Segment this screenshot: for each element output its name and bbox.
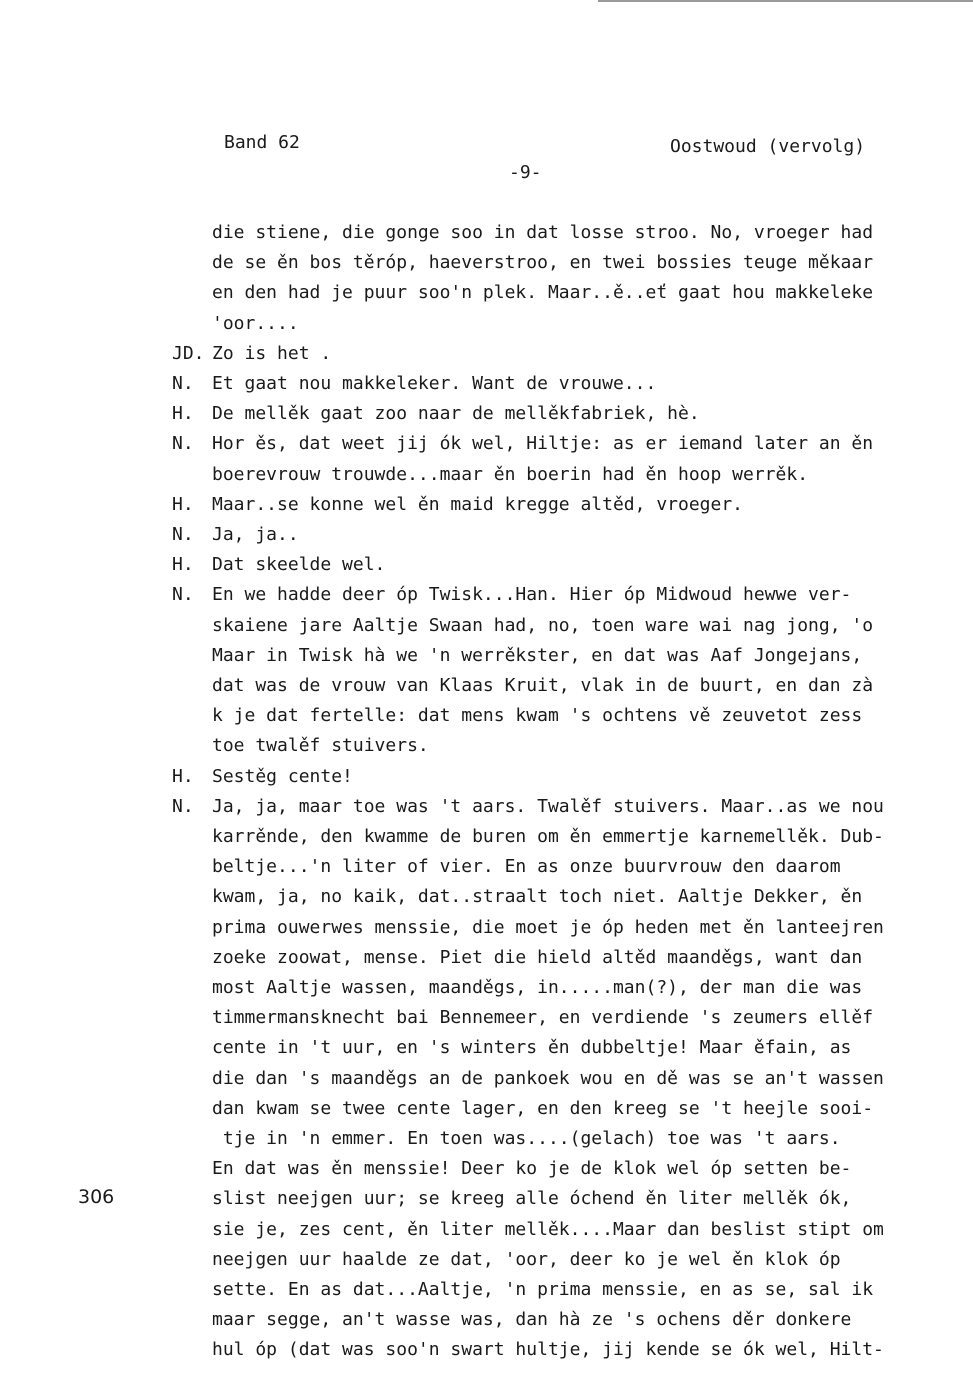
speaker-label: H. [172, 765, 194, 787]
transcript-line [0, 913, 973, 943]
transcript-line [0, 731, 973, 761]
speaker-label: N. [172, 524, 194, 545]
margin-note: 306 [78, 1186, 115, 1208]
line-text: Hor ěs, dat weet jij ók wel, Hiltje: as er iemand later an ěn [212, 433, 874, 455]
line-text: Maar..se konne wel ěn maid kregge altěd, vroeger. [212, 493, 744, 515]
line-text: kwam, ja, no kaik, dat..straalt toch niet. Aaltje Dekker, ěn [212, 886, 863, 908]
transcript-line [0, 550, 973, 580]
transcript-line [0, 460, 973, 490]
line-text: most Aaltje wassen, maanděgs, in.....man(?), der man die was [212, 977, 863, 998]
transcript-line [0, 278, 973, 308]
transcript-line [0, 1245, 973, 1275]
line-text: Zo is het . [212, 342, 332, 364]
line-text: neejgen uur haalde ze dat, 'oor, deer ko je wel ěn klok óp [212, 1248, 841, 1270]
speaker-label: N. [172, 433, 194, 455]
header-location: Oostwoud (vervolg) [670, 136, 866, 157]
line-text: toe twalěf stuivers. [212, 735, 429, 757]
transcript-line [0, 792, 973, 822]
transcript-line [0, 701, 973, 731]
line-text: 'oor.... [212, 312, 299, 334]
line-text: Dat skeelde wel. [212, 554, 386, 576]
transcript-line [0, 1003, 973, 1033]
transcript-line [0, 1184, 973, 1214]
transcript-line [0, 762, 973, 792]
line-text: Maar in Twisk hà we 'n werrěkster, en dat was Aaf Jongejans, [212, 644, 863, 666]
line-text: En we hadde deer óp Twisk...Han. Hier óp Midwoud hewwe ver- [212, 584, 852, 606]
speaker-label: N. [172, 584, 194, 606]
line-text: De mellěk gaat zoo naar de mellěkfabriek, hè. [212, 403, 700, 425]
speaker-label: H. [172, 554, 194, 576]
line-text: de se ěn bos těróp, haeverstroo, en twei bossies teuge měkaar [212, 252, 874, 274]
transcript-line [0, 1275, 973, 1305]
speaker-label: N. [172, 373, 194, 394]
transcript-line [0, 943, 973, 973]
line-text: timmermansknecht bai Bennemeer, en verdiende 's zeumers ellěf [212, 1007, 874, 1029]
transcript-line [0, 580, 973, 610]
line-text: tje in 'n emmer. En toen was....(gelach) toe was 't aars. [212, 1128, 841, 1149]
transcript-line [0, 973, 973, 1003]
line-text: k je dat fertelle: dat mens kwam 's ochtens vě zeuvetot zess [212, 705, 863, 727]
transcript-line [0, 641, 973, 671]
line-text: maar segge, an't wasse was, dan hà ze 's ochens děr donkere [212, 1309, 852, 1331]
line-text: hul óp (dat was soo'n swart hultje, jij kende se ók wel, Hilt- [212, 1339, 884, 1361]
transcript-line [0, 1335, 973, 1365]
page-number: -9- [509, 162, 542, 183]
speaker-label: JD. [172, 342, 205, 364]
line-text: skaiene jare Aaltje Swaan had, no, toen ware wai nag jong, 'o [212, 614, 874, 636]
transcript-line [0, 1124, 973, 1154]
transcript-line [0, 1154, 973, 1184]
line-text: cente in 't uur, en 's winters ěn dubbeltje! Maar ěfain, as [212, 1037, 852, 1059]
transcript-line [0, 671, 973, 701]
speaker-label: H. [172, 493, 194, 515]
transcript-line [0, 248, 973, 278]
line-text: en den had je puur soo'n plek. Maar..ě..eť gaat hou makkeleke [212, 282, 874, 304]
transcript-line [0, 1033, 973, 1063]
transcript-line [0, 1094, 973, 1124]
transcript-line [0, 369, 973, 399]
line-text: slist neejgen uur; se kreeg alle óchend ěn liter mellěk ók, [212, 1188, 852, 1210]
transcript-line [0, 490, 973, 520]
transcript-line [0, 611, 973, 641]
line-text: En dat was ěn menssie! Deer ko je de klok wel óp setten be- [212, 1158, 852, 1180]
line-text: die dan 's maanděgs an de pankoek wou en dě was se an't wassen [212, 1067, 884, 1089]
speaker-label: N. [172, 795, 194, 817]
transcript-line [0, 1215, 973, 1245]
transcript-line [0, 399, 973, 429]
line-text: beltje...'n liter of vier. En as onze buurvrouw den daarom [212, 856, 841, 878]
transcript-line [0, 520, 973, 550]
line-text: dat was de vrouw van Klaas Kruit, vlak in de buurt, en dan zà [212, 675, 874, 696]
line-text: boerevrouw trouwde...maar ěn boerin had ěn hoop werrěk. [212, 463, 809, 485]
transcript-line [0, 1305, 973, 1335]
speaker-label: H. [172, 403, 194, 425]
transcript-line [0, 339, 973, 369]
line-text: Sestěg cente! [212, 765, 353, 787]
transcript-line [0, 429, 973, 459]
line-text: Et gaat nou makkeleker. Want de vrouwe... [212, 373, 657, 394]
line-text: sette. En as dat...Aaltje, 'n prima menssie, en as se, sal ik [212, 1279, 874, 1300]
transcript-line [0, 822, 973, 852]
transcript-line [0, 882, 973, 912]
header-band: Band 62 [224, 132, 300, 153]
line-text: die stiene, die gonge soo in dat losse stroo. No, vroeger had [212, 222, 874, 243]
line-text: prima ouwerwes menssie, die moet je óp heden met ěn lanteejren [212, 916, 884, 938]
transcript-line [0, 1064, 973, 1094]
transcript-line [0, 218, 973, 248]
line-text: Ja, ja.. [212, 524, 299, 545]
line-text: Ja, ja, maar toe was 't aars. Twalěf stuivers. Maar..as we nou [212, 795, 884, 817]
transcript-line [0, 309, 973, 339]
line-text: karrěnde, den kwamme de buren om ěn emmertje karnemellěk. Dub- [212, 826, 884, 847]
line-text: dan kwam se twee cente lager, en den kreeg se 't heejle sooi- [212, 1097, 874, 1119]
line-text: sie je, zes cent, ěn liter mellěk....Maar dan beslist stipt om [212, 1218, 884, 1240]
transcript-line [0, 852, 973, 882]
line-text: zoeke zoowat, mense. Piet die hield altěd maanděgs, want dan [212, 946, 863, 968]
